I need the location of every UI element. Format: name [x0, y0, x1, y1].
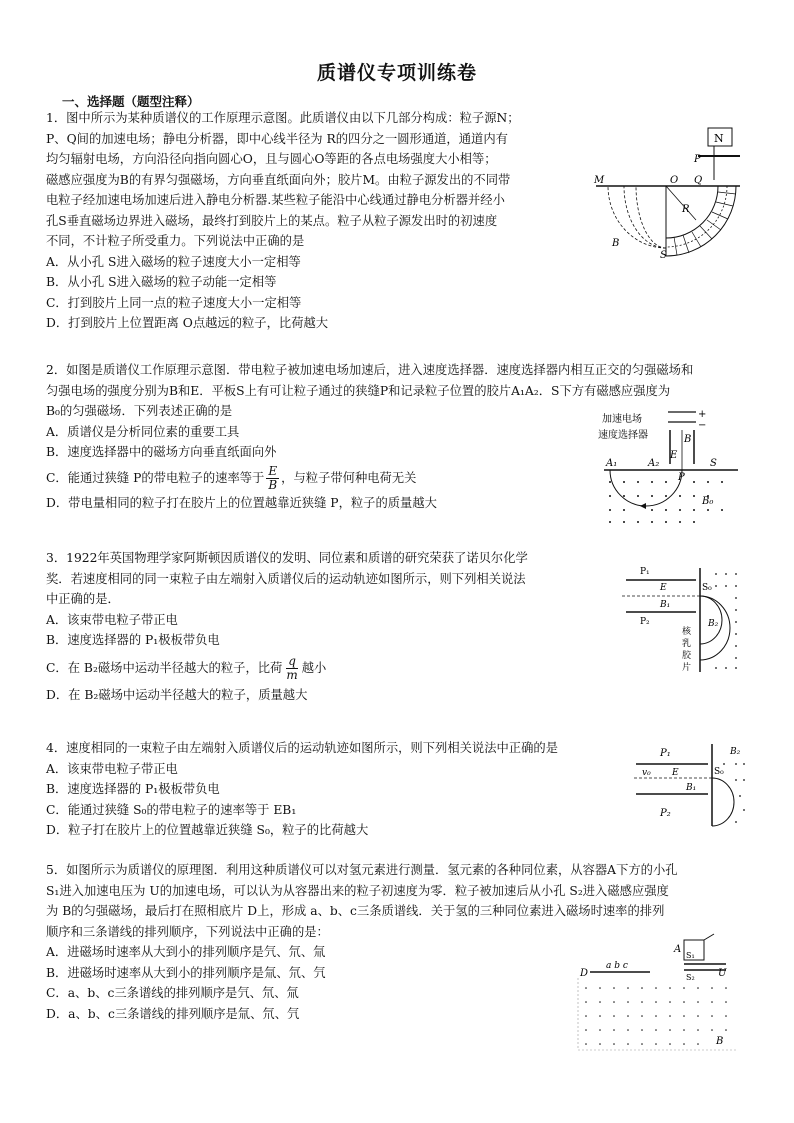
q2-label-a1: A₁ [606, 458, 618, 469]
q1-label-q: Q [694, 175, 703, 186]
q4-option-a: A．该束带电粒子带正电 [46, 761, 178, 776]
q5-label-a: A [674, 944, 682, 955]
q3-stem-line: 奖．若速度相同的同一束粒子由左端射入质谱仪后的运动轨迹如图所示，则下列相关说法 [46, 571, 526, 586]
q2-fraction [266, 465, 279, 492]
question-3 [46, 548, 616, 705]
q2-label-e: E [670, 450, 678, 461]
q1-stem-line: 1．图中所示为某种质谱仪的工作原理示意图。此质谱仪由以下几部分构成：粒子源N； [46, 111, 520, 125]
q2-label-b0: B₀ [702, 496, 714, 507]
q5-label-d: D [580, 968, 589, 979]
q3-field-dots [715, 573, 737, 669]
q2-option-c-text: C．能通过狭缝 P的带电粒子的速率等于 [46, 470, 265, 485]
fraction-numerator: E [268, 463, 278, 478]
q3-stem-line: 中正确的是． [46, 592, 120, 606]
fraction-denominator: B [268, 477, 278, 492]
q5-label-u: U [718, 968, 727, 979]
q3-option-b: B．速度选择器的 P₁极板带负电 [46, 633, 220, 647]
q1-label-r: R [682, 204, 690, 215]
q3-label-p1: P₁ [640, 567, 650, 577]
q1-figure [590, 122, 750, 262]
q3-film-label: 胶 [682, 651, 692, 661]
q2-stem-line: 匀强电场的强度分别为B和E．平板S上有可让粒子通过的狭缝P和记录粒子位置的胶片A₁A₂．S下方有磁感应强度为 [46, 383, 671, 398]
q4-field-dots [723, 763, 745, 823]
q5-option-a: A．进磁场时速率从大到小的排列顺序是氕、氘、氚 [46, 945, 326, 959]
q3-film-label: 核 [682, 627, 692, 637]
q2-label-s: S [710, 458, 717, 469]
q1-stem-line: 电粒子经加速电场加速后进入静电分析器.某些粒子能沿中心线通过静电分析器并经小 [46, 193, 505, 207]
q1-option-d: D．打到胶片上位置距离 O点越远的粒子，比荷越大 [46, 316, 329, 330]
q3-option-a: A．该束带电粒子带正电 [46, 612, 178, 627]
q3-film-label: 乳 [682, 639, 692, 649]
q2-label-acc: 加速电场 [602, 414, 642, 425]
q2-label-sel: 速度选择器 [598, 430, 648, 441]
q1-stem-line: 磁感应强度为B的有界匀强磁场，方向垂直纸面向外；胶片M。由粒子源发出的不同带 [46, 172, 511, 187]
q4-label-b1: B₁ [686, 783, 697, 793]
question-4 [46, 738, 646, 841]
q5-field-dots [585, 987, 727, 1045]
q2-label-plus: + [698, 409, 707, 420]
q4-label-v0: v₀ [642, 768, 651, 778]
q4-label-b2: B₂ [730, 747, 741, 757]
q3-label-s0: S₀ [702, 583, 712, 593]
q1-label-n: N [714, 132, 724, 145]
q3-label-b2: B₂ [708, 619, 719, 629]
q3-fraction [284, 655, 299, 682]
q4-label-p2: P₂ [660, 808, 671, 819]
q5-label-abc: a b c [606, 961, 628, 971]
q5-option-d: D．a、b、c三条谱线的排列顺序是氚、氘、氕 [46, 1006, 300, 1021]
q2-stem-line: B₀的匀强磁场．下列表述正确的是 [46, 404, 233, 418]
q5-stem-line: 为 B的匀强磁场，最后打在照相底片 D上，形成 a、b、c三条质谱线．关于氢的三种同位素进入磁场时速率的排列 [46, 904, 665, 918]
q3-option-d: D．在 B₂磁场中运动半径越大的粒子，质量越大 [46, 687, 308, 702]
q2-figure [598, 408, 748, 528]
q2-label-minus: − [698, 420, 707, 431]
q4-option-d: D．粒子打在胶片上的位置越靠近狭缝 S₀，粒子的比荷越大 [46, 823, 369, 837]
q2-option-c-tail: ，与粒子带何种电荷无关 [281, 470, 417, 485]
q1-stem-line: P、Q间的加速电场；静电分析器，即中心线半径为 R的四分之一圆形通道，通道内有 [46, 131, 508, 146]
q1-stem-line: 均匀辐射电场，方向沿径向指向圆心O，且与圆心O等距的各点电场强度大小相等； [46, 152, 497, 166]
q1-stem-line: 不同，不计粒子所受重力。下列说法中正确的是 [46, 234, 305, 248]
q2-label-p: P [678, 472, 685, 483]
q5-stem-line: 5．如图所示为质谱仪的原理图．利用这种质谱仪可以对氢元素进行测量．氢元素的各种同位素，从容器A下方的小孔 [46, 863, 678, 877]
q5-label-b: B [716, 1036, 724, 1047]
q4-stem-line: 4．速度相同的一束粒子由左端射入质谱仪后的运动轨迹如图所示，则下列相关说法中正确的是 [46, 741, 558, 755]
q5-option-c: C．a、b、c三条谱线的排列顺序是氕、氘、氚 [46, 986, 299, 1000]
q3-option-c [46, 651, 616, 685]
q5-stem-line: S₁进入加速电压为 U的加速电场，可以认为从容器出来的粒子初速度为零．粒子被加速后从小孔 S₂进入磁感应强度 [46, 883, 669, 898]
q4-figure [632, 740, 750, 830]
q2-stem-line: 2．如图是质谱仪工作原理示意图．带电粒子被加速电场加速后，进入速度选择器．速度选择器内相互正交的匀强磁场和 [46, 363, 694, 377]
q3-option-c-tail: 越小 [301, 660, 327, 675]
q4-label-s0: S₀ [714, 767, 724, 777]
page-title: 质谱仪专项训练卷 [316, 62, 477, 84]
q4-label-e: E [672, 768, 679, 778]
q3-figure [620, 560, 744, 676]
q3-label-e: E [660, 583, 667, 593]
q5-figure [576, 930, 746, 1055]
q2-label-b: B [684, 434, 692, 445]
q5-label-s1: S₁ [686, 951, 695, 960]
q1-label-m: M [594, 175, 605, 186]
question-1 [46, 108, 586, 334]
fraction-numerator: q [288, 653, 296, 668]
q2-option-a: A．质谱仪是分析同位素的重要工具 [46, 424, 240, 439]
section-heading: 一、选择题（题型注释） [62, 94, 200, 109]
q2-option-b: B．速度选择器中的磁场方向垂直纸面向外 [46, 445, 277, 459]
q5-option-b: B．进磁场时速率从大到小的排列顺序是氚、氘、氕 [46, 965, 326, 980]
q1-stem-line: 孔S垂直磁场边界进入磁场，最终打到胶片上的某点。粒子从粒子源发出时的初速度 [46, 213, 498, 228]
q5-label-s2: S₂ [686, 973, 695, 982]
q4-label-p1: P₁ [660, 748, 671, 759]
q3-label-b1: B₁ [660, 600, 671, 610]
q5-stem-line: 顺序和三条谱线的排列顺序，下列说法中正确的是： [46, 924, 329, 939]
q1-option-a: A．从小孔 S进入磁场的粒子速度大小一定相等 [46, 254, 301, 269]
fraction-denominator: m [286, 667, 298, 682]
q1-label-s: S [660, 250, 667, 261]
q4-option-c: C．能通过狭缝 S₀的带电粒子的速率等于 EB₁ [46, 802, 297, 817]
q4-option-b: B．速度选择器的 P₁极板带负电 [46, 782, 220, 796]
q1-label-b: B [612, 238, 620, 249]
q3-label-p2: P₂ [640, 617, 650, 627]
q1-option-c: C．打到胶片上同一点的粒子速度大小一定相等 [46, 295, 302, 310]
q3-stem-line: 3．1922年英国物理学家阿斯顿因质谱仪的发明、同位素和质谱的研究荣获了诺贝尔化学 [46, 551, 528, 565]
q1-label-p: P [694, 154, 701, 165]
q3-option-c-text: C．在 B₂磁场中运动半径越大的粒子，比荷 [46, 660, 283, 675]
q1-label-o: O [670, 175, 679, 186]
q2-option-d: D．带电量相同的粒子打在胶片上的位置越靠近狭缝 P，粒子的质量越大 [46, 495, 437, 510]
q2-label-a2: A₂ [648, 458, 660, 469]
q3-film-label: 片 [682, 663, 692, 673]
q1-option-b: B．从小孔 S进入磁场的粒子动能一定相等 [46, 275, 277, 289]
